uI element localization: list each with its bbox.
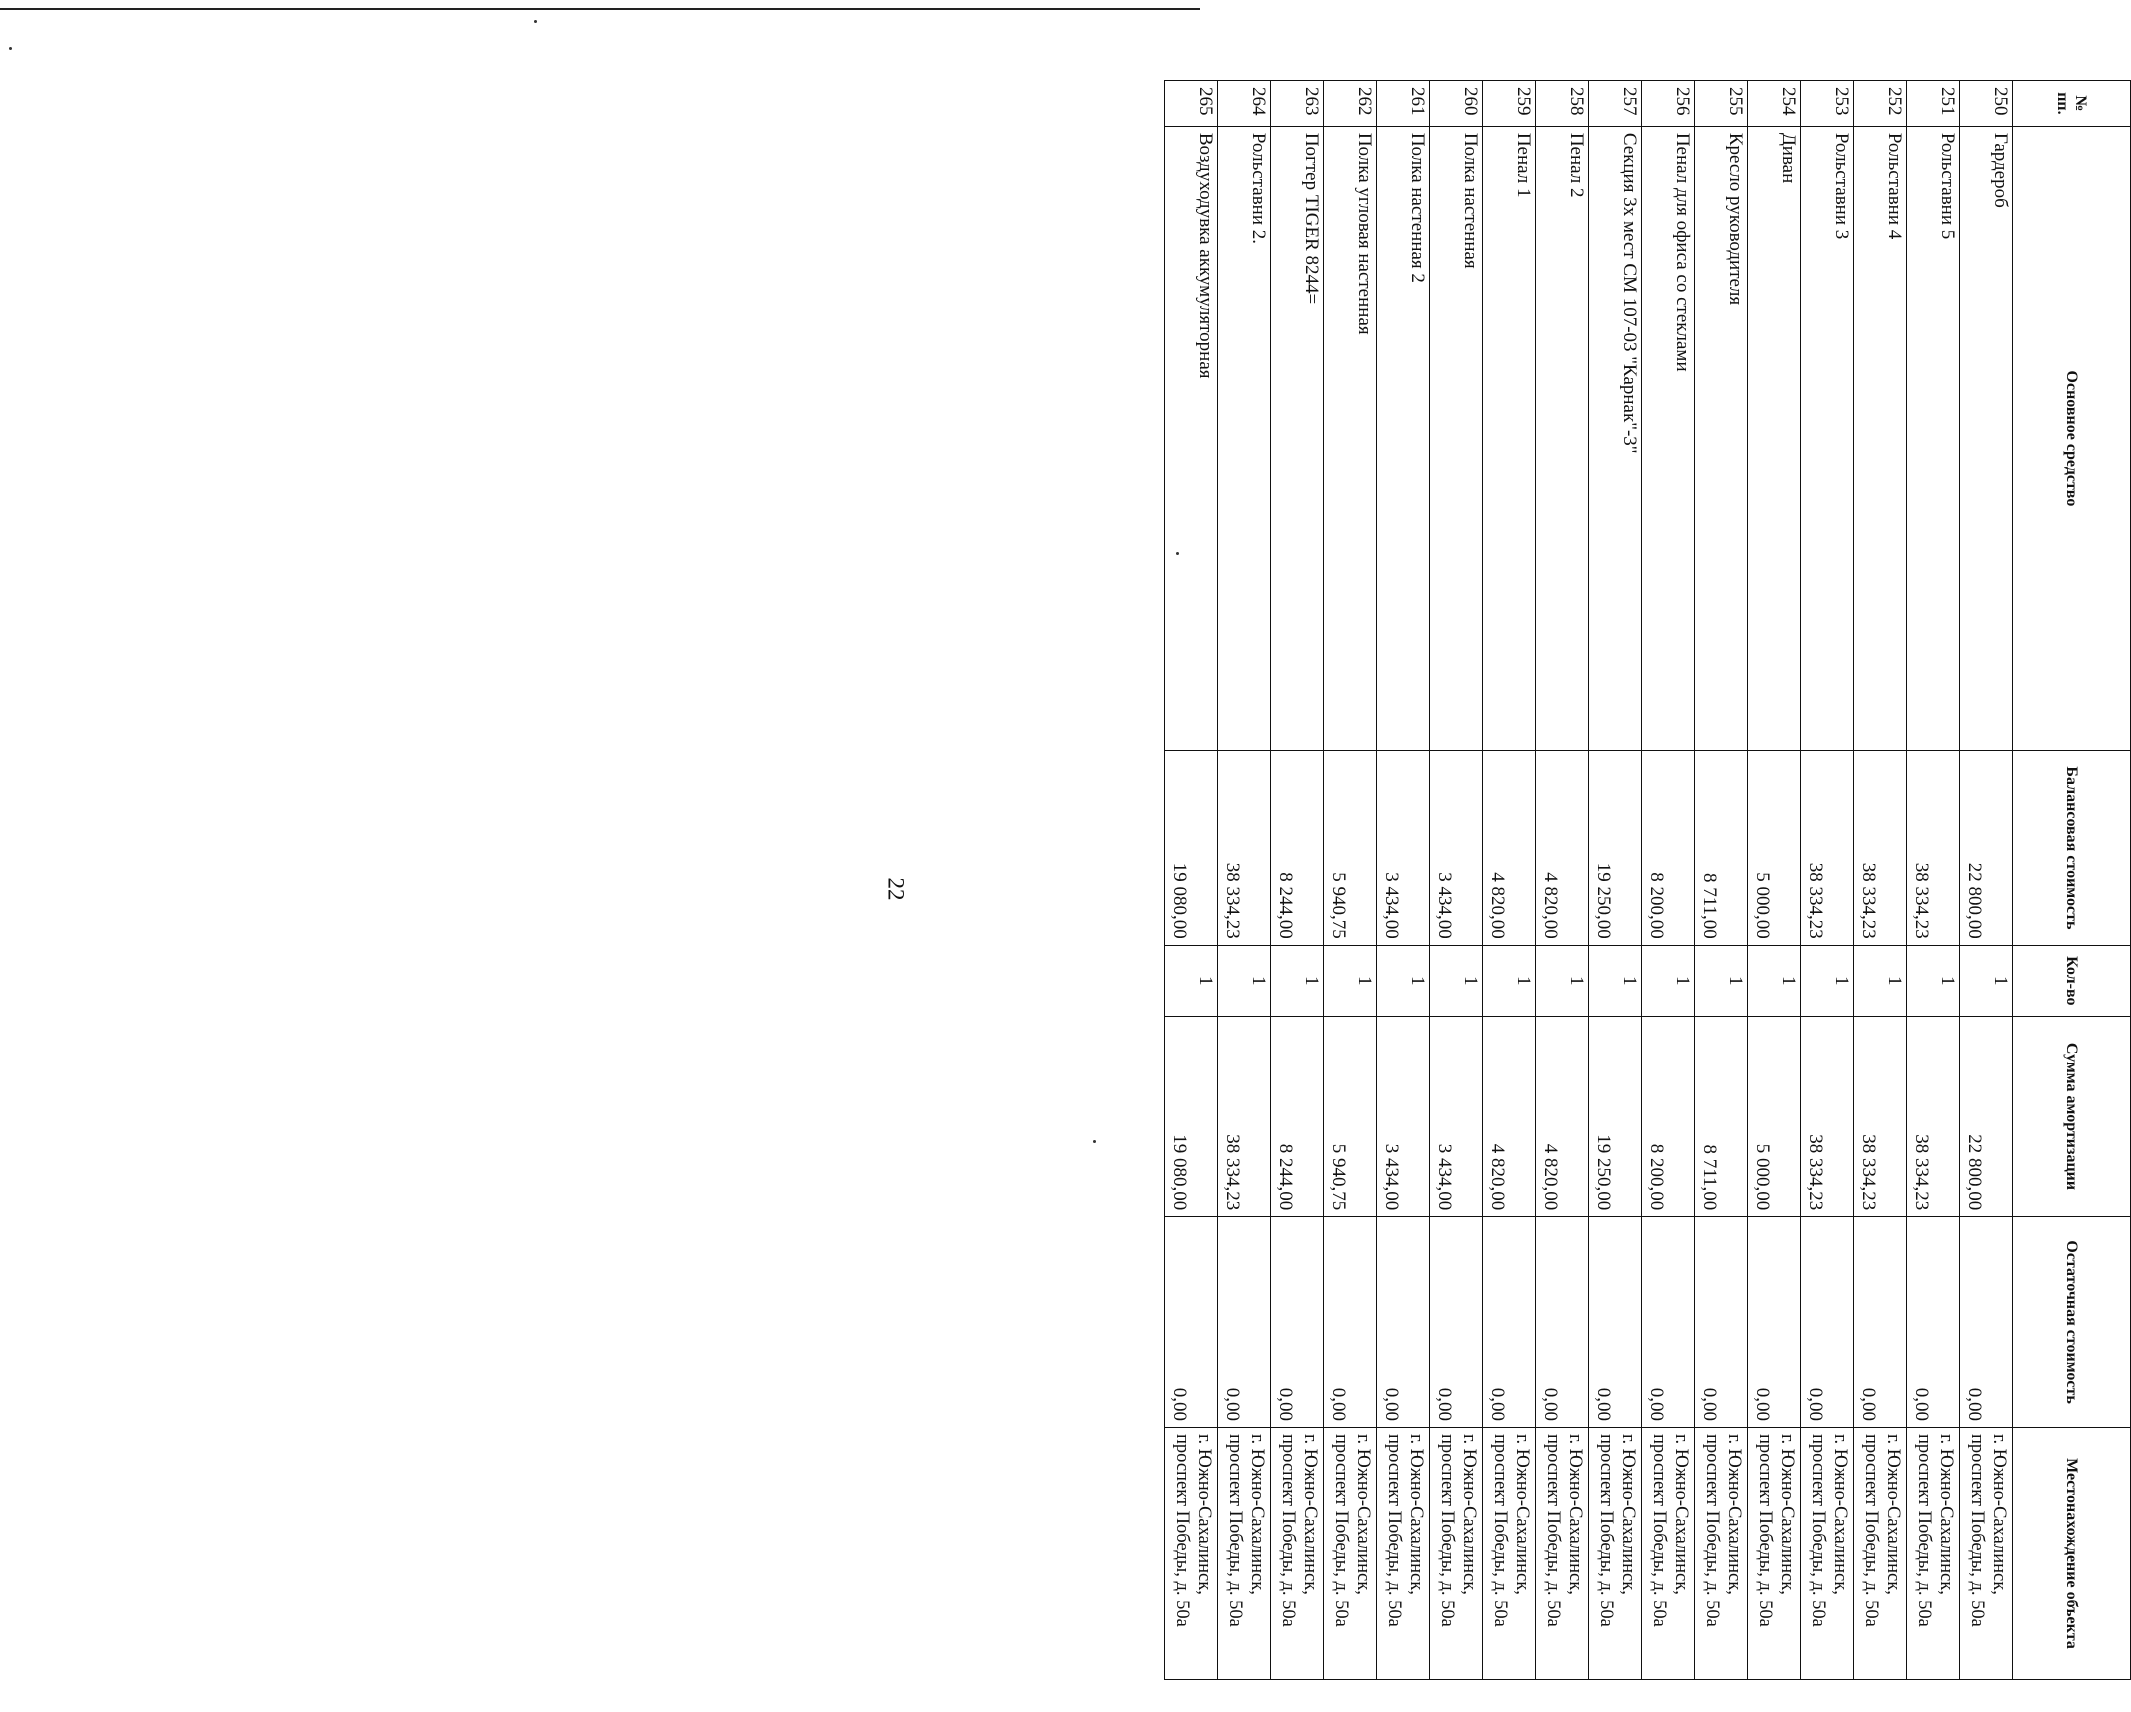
asset-name: Секция 3х мест СМ 107-03 "Карнак"-3" <box>1589 126 1642 750</box>
balance-value: 38 334,23 <box>1801 751 1854 946</box>
location <box>1377 1427 1430 1679</box>
location-city: г. Южно-Сахалинск, <box>1724 1433 1744 1595</box>
amortization-value: 38 334,23 <box>1801 1016 1854 1216</box>
residual-value: 0,00 <box>1589 1217 1642 1428</box>
table-row <box>1907 81 1960 1680</box>
location-city: г. Южно-Сахалинск, <box>1936 1433 1956 1595</box>
amortization-value: 38 334,23 <box>1907 1016 1960 1216</box>
balance-value: 8 711,00 <box>1695 751 1748 946</box>
quantity: 1 <box>1960 945 2013 1016</box>
balance-value: 8 244,00 <box>1271 751 1324 946</box>
quantity: 1 <box>1589 945 1642 1016</box>
row-number: 250 <box>1960 81 2013 127</box>
row-number: 258 <box>1536 81 1589 127</box>
residual-value: 0,00 <box>1854 1217 1907 1428</box>
location-city: г. Южно-Сахалинск, <box>1459 1433 1479 1595</box>
header-residual: Остаточная стоимость <box>2013 1217 2131 1428</box>
location-street: проспект Победы, д. 50а <box>1596 1433 1616 1627</box>
amortization-value: 38 334,23 <box>1218 1016 1271 1216</box>
location-street: проспект Победы, д. 50а <box>1808 1433 1828 1627</box>
table-row <box>1960 81 2013 1680</box>
assets-table <box>1164 80 2131 1680</box>
location <box>1589 1427 1642 1679</box>
header-asset: Основное средство <box>2013 126 2131 750</box>
asset-name: Диван <box>1748 126 1801 750</box>
asset-name: Рольставни 3 <box>1801 126 1854 750</box>
quantity: 1 <box>1536 945 1589 1016</box>
location-city: г. Южно-Сахалинск, <box>1247 1433 1267 1595</box>
quantity: 1 <box>1218 945 1271 1016</box>
row-number: 252 <box>1854 81 1907 127</box>
row-number: 262 <box>1324 81 1377 127</box>
location-city: г. Южно-Сахалинск, <box>1194 1433 1214 1595</box>
balance-value: 4 820,00 <box>1536 751 1589 946</box>
row-number: 264 <box>1218 81 1271 127</box>
location-street: проспект Победы, д. 50а <box>1490 1433 1510 1627</box>
table-row <box>1695 81 1748 1680</box>
location-street: проспект Победы, д. 50а <box>1702 1433 1722 1627</box>
residual-value: 0,00 <box>1324 1217 1377 1428</box>
amortization-value: 5 940,75 <box>1324 1016 1377 1216</box>
location-city: г. Южно-Сахалинск, <box>1300 1433 1320 1595</box>
amortization-value: 4 820,00 <box>1536 1016 1589 1216</box>
row-number: 263 <box>1271 81 1324 127</box>
location-street: проспект Победы, д. 50а <box>1437 1433 1457 1627</box>
asset-name: Погтер TIGER 8244= <box>1271 126 1324 750</box>
amortization-value: 19 080,00 <box>1165 1016 1218 1216</box>
residual-value: 0,00 <box>1165 1217 1218 1428</box>
location-street: проспект Победы, д. 50а <box>1649 1433 1669 1627</box>
amortization-value: 22 800,00 <box>1960 1016 2013 1216</box>
residual-value: 0,00 <box>1748 1217 1801 1428</box>
table-row <box>1324 81 1377 1680</box>
location-city: г. Южно-Сахалинск, <box>1406 1433 1426 1595</box>
residual-value: 0,00 <box>1801 1217 1854 1428</box>
location <box>1907 1427 1960 1679</box>
amortization-value: 8 244,00 <box>1271 1016 1324 1216</box>
location <box>1960 1427 2013 1679</box>
row-number: 265 <box>1165 81 1218 127</box>
residual-value: 0,00 <box>1377 1217 1430 1428</box>
balance-value: 38 334,23 <box>1218 751 1271 946</box>
location-street: проспект Победы, д. 50а <box>1278 1433 1298 1627</box>
location-city: г. Южно-Сахалинск, <box>1671 1433 1691 1595</box>
location-city: г. Южно-Сахалинск, <box>1618 1433 1638 1595</box>
row-number: 251 <box>1907 81 1960 127</box>
residual-value: 0,00 <box>1536 1217 1589 1428</box>
residual-value: 0,00 <box>1483 1217 1536 1428</box>
asset-name: Кресло руководителя <box>1695 126 1748 750</box>
quantity: 1 <box>1324 945 1377 1016</box>
quantity: 1 <box>1377 945 1430 1016</box>
row-number: 254 <box>1748 81 1801 127</box>
asset-name: Воздуходувка аккумуляторная <box>1165 126 1218 750</box>
balance-value: 38 334,23 <box>1907 751 1960 946</box>
quantity: 1 <box>1483 945 1536 1016</box>
balance-value: 3 434,00 <box>1430 751 1483 946</box>
location-street: проспект Победы, д. 50а <box>1331 1433 1351 1627</box>
asset-name: Пенал для офиса со стеклами <box>1642 126 1695 750</box>
table-row <box>1483 81 1536 1680</box>
header-no: № пп. <box>2013 81 2131 127</box>
location <box>1271 1427 1324 1679</box>
balance-value: 19 080,00 <box>1165 751 1218 946</box>
asset-name: Полка настенная 2 <box>1377 126 1430 750</box>
quantity: 1 <box>1695 945 1748 1016</box>
amortization-value: 8 711,00 <box>1695 1016 1748 1216</box>
asset-name: Рольставни 5 <box>1907 126 1960 750</box>
residual-value: 0,00 <box>1960 1217 2013 1428</box>
location <box>1483 1427 1536 1679</box>
location <box>1748 1427 1801 1679</box>
amortization-value: 3 434,00 <box>1430 1016 1483 1216</box>
row-number: 256 <box>1642 81 1695 127</box>
location-street: проспект Победы, д. 50а <box>1914 1433 1934 1627</box>
location <box>1642 1427 1695 1679</box>
header-location: Местонахождение объекта <box>2013 1427 2131 1679</box>
residual-value: 0,00 <box>1271 1217 1324 1428</box>
residual-value: 0,00 <box>1642 1217 1695 1428</box>
table-row <box>1642 81 1695 1680</box>
location-city: г. Южно-Сахалинск, <box>1565 1433 1585 1595</box>
amortization-value: 19 250,00 <box>1589 1016 1642 1216</box>
location <box>1218 1427 1271 1679</box>
location <box>1695 1427 1748 1679</box>
asset-name: Пенал 2 <box>1536 126 1589 750</box>
asset-name: Гардероб <box>1960 126 2013 750</box>
asset-name: Полка настенная <box>1430 126 1483 750</box>
residual-value: 0,00 <box>1430 1217 1483 1428</box>
amortization-value: 8 200,00 <box>1642 1016 1695 1216</box>
location-city: г. Южно-Сахалинск, <box>1883 1433 1903 1595</box>
amortization-value: 4 820,00 <box>1483 1016 1536 1216</box>
quantity: 1 <box>1430 945 1483 1016</box>
location-city: г. Южно-Сахалинск, <box>1830 1433 1850 1595</box>
quantity: 1 <box>1801 945 1854 1016</box>
header-qty: Кол-во <box>2013 945 2131 1016</box>
balance-value: 5 940,75 <box>1324 751 1377 946</box>
table-row <box>1377 81 1430 1680</box>
page-number: 22 <box>883 877 909 901</box>
table-row <box>1271 81 1324 1680</box>
location <box>1430 1427 1483 1679</box>
header-amort: Сумма амортизации <box>2013 1016 2131 1216</box>
balance-value: 38 334,23 <box>1854 751 1907 946</box>
amortization-value: 38 334,23 <box>1854 1016 1907 1216</box>
table-row <box>1165 81 1218 1680</box>
location-city: г. Южно-Сахалинск, <box>1353 1433 1373 1595</box>
balance-value: 5 000,00 <box>1748 751 1801 946</box>
location-street: проспект Победы, д. 50а <box>1225 1433 1245 1627</box>
quantity: 1 <box>1854 945 1907 1016</box>
quantity: 1 <box>1165 945 1218 1016</box>
table-row <box>1748 81 1801 1680</box>
row-number: 259 <box>1483 81 1536 127</box>
amortization-value: 5 000,00 <box>1748 1016 1801 1216</box>
location <box>1536 1427 1589 1679</box>
location <box>1854 1427 1907 1679</box>
residual-value: 0,00 <box>1695 1217 1748 1428</box>
location-city: г. Южно-Сахалинск, <box>1512 1433 1532 1595</box>
table-header-row <box>2013 81 2131 1680</box>
asset-name: Полка угловая настенная <box>1324 126 1377 750</box>
amortization-value: 3 434,00 <box>1377 1016 1430 1216</box>
balance-value: 4 820,00 <box>1483 751 1536 946</box>
quantity: 1 <box>1271 945 1324 1016</box>
location-street: проспект Победы, д. 50а <box>1755 1433 1775 1627</box>
quantity: 1 <box>1642 945 1695 1016</box>
location-street: проспект Победы, д. 50а <box>1384 1433 1404 1627</box>
balance-value: 19 250,00 <box>1589 751 1642 946</box>
scan-top-border <box>0 8 1200 10</box>
scan-speck <box>1093 1140 1096 1143</box>
table-row <box>1589 81 1642 1680</box>
row-number: 260 <box>1430 81 1483 127</box>
balance-value: 8 200,00 <box>1642 751 1695 946</box>
quantity: 1 <box>1748 945 1801 1016</box>
balance-value: 22 800,00 <box>1960 751 2013 946</box>
table-row <box>1854 81 1907 1680</box>
asset-name: Пенал 1 <box>1483 126 1536 750</box>
location-street: проспект Победы, д. 50а <box>1861 1433 1881 1627</box>
asset-name: Рольставни 2. <box>1218 126 1271 750</box>
scan-speck <box>534 20 537 23</box>
scan-speck <box>9 47 12 50</box>
balance-value: 3 434,00 <box>1377 751 1430 946</box>
residual-value: 0,00 <box>1218 1217 1271 1428</box>
location-street: проспект Победы, д. 50а <box>1543 1433 1563 1627</box>
table-row <box>1430 81 1483 1680</box>
row-number: 261 <box>1377 81 1430 127</box>
quantity: 1 <box>1907 945 1960 1016</box>
location <box>1165 1427 1218 1679</box>
location-street: проспект Победы, д. 50а <box>1967 1433 1987 1627</box>
location-city: г. Южно-Сахалинск, <box>1777 1433 1797 1595</box>
location <box>1801 1427 1854 1679</box>
table-row <box>1536 81 1589 1680</box>
table-row <box>1218 81 1271 1680</box>
location <box>1324 1427 1377 1679</box>
asset-name: Рольставни 4 <box>1854 126 1907 750</box>
location-street: проспект Победы, д. 50а <box>1172 1433 1192 1627</box>
header-balance: Балансовая стоимость <box>2013 751 2131 946</box>
table-row <box>1801 81 1854 1680</box>
row-number: 255 <box>1695 81 1748 127</box>
row-number: 253 <box>1801 81 1854 127</box>
residual-value: 0,00 <box>1907 1217 1960 1428</box>
row-number: 257 <box>1589 81 1642 127</box>
location-city: г. Южно-Сахалинск, <box>1989 1433 2009 1595</box>
